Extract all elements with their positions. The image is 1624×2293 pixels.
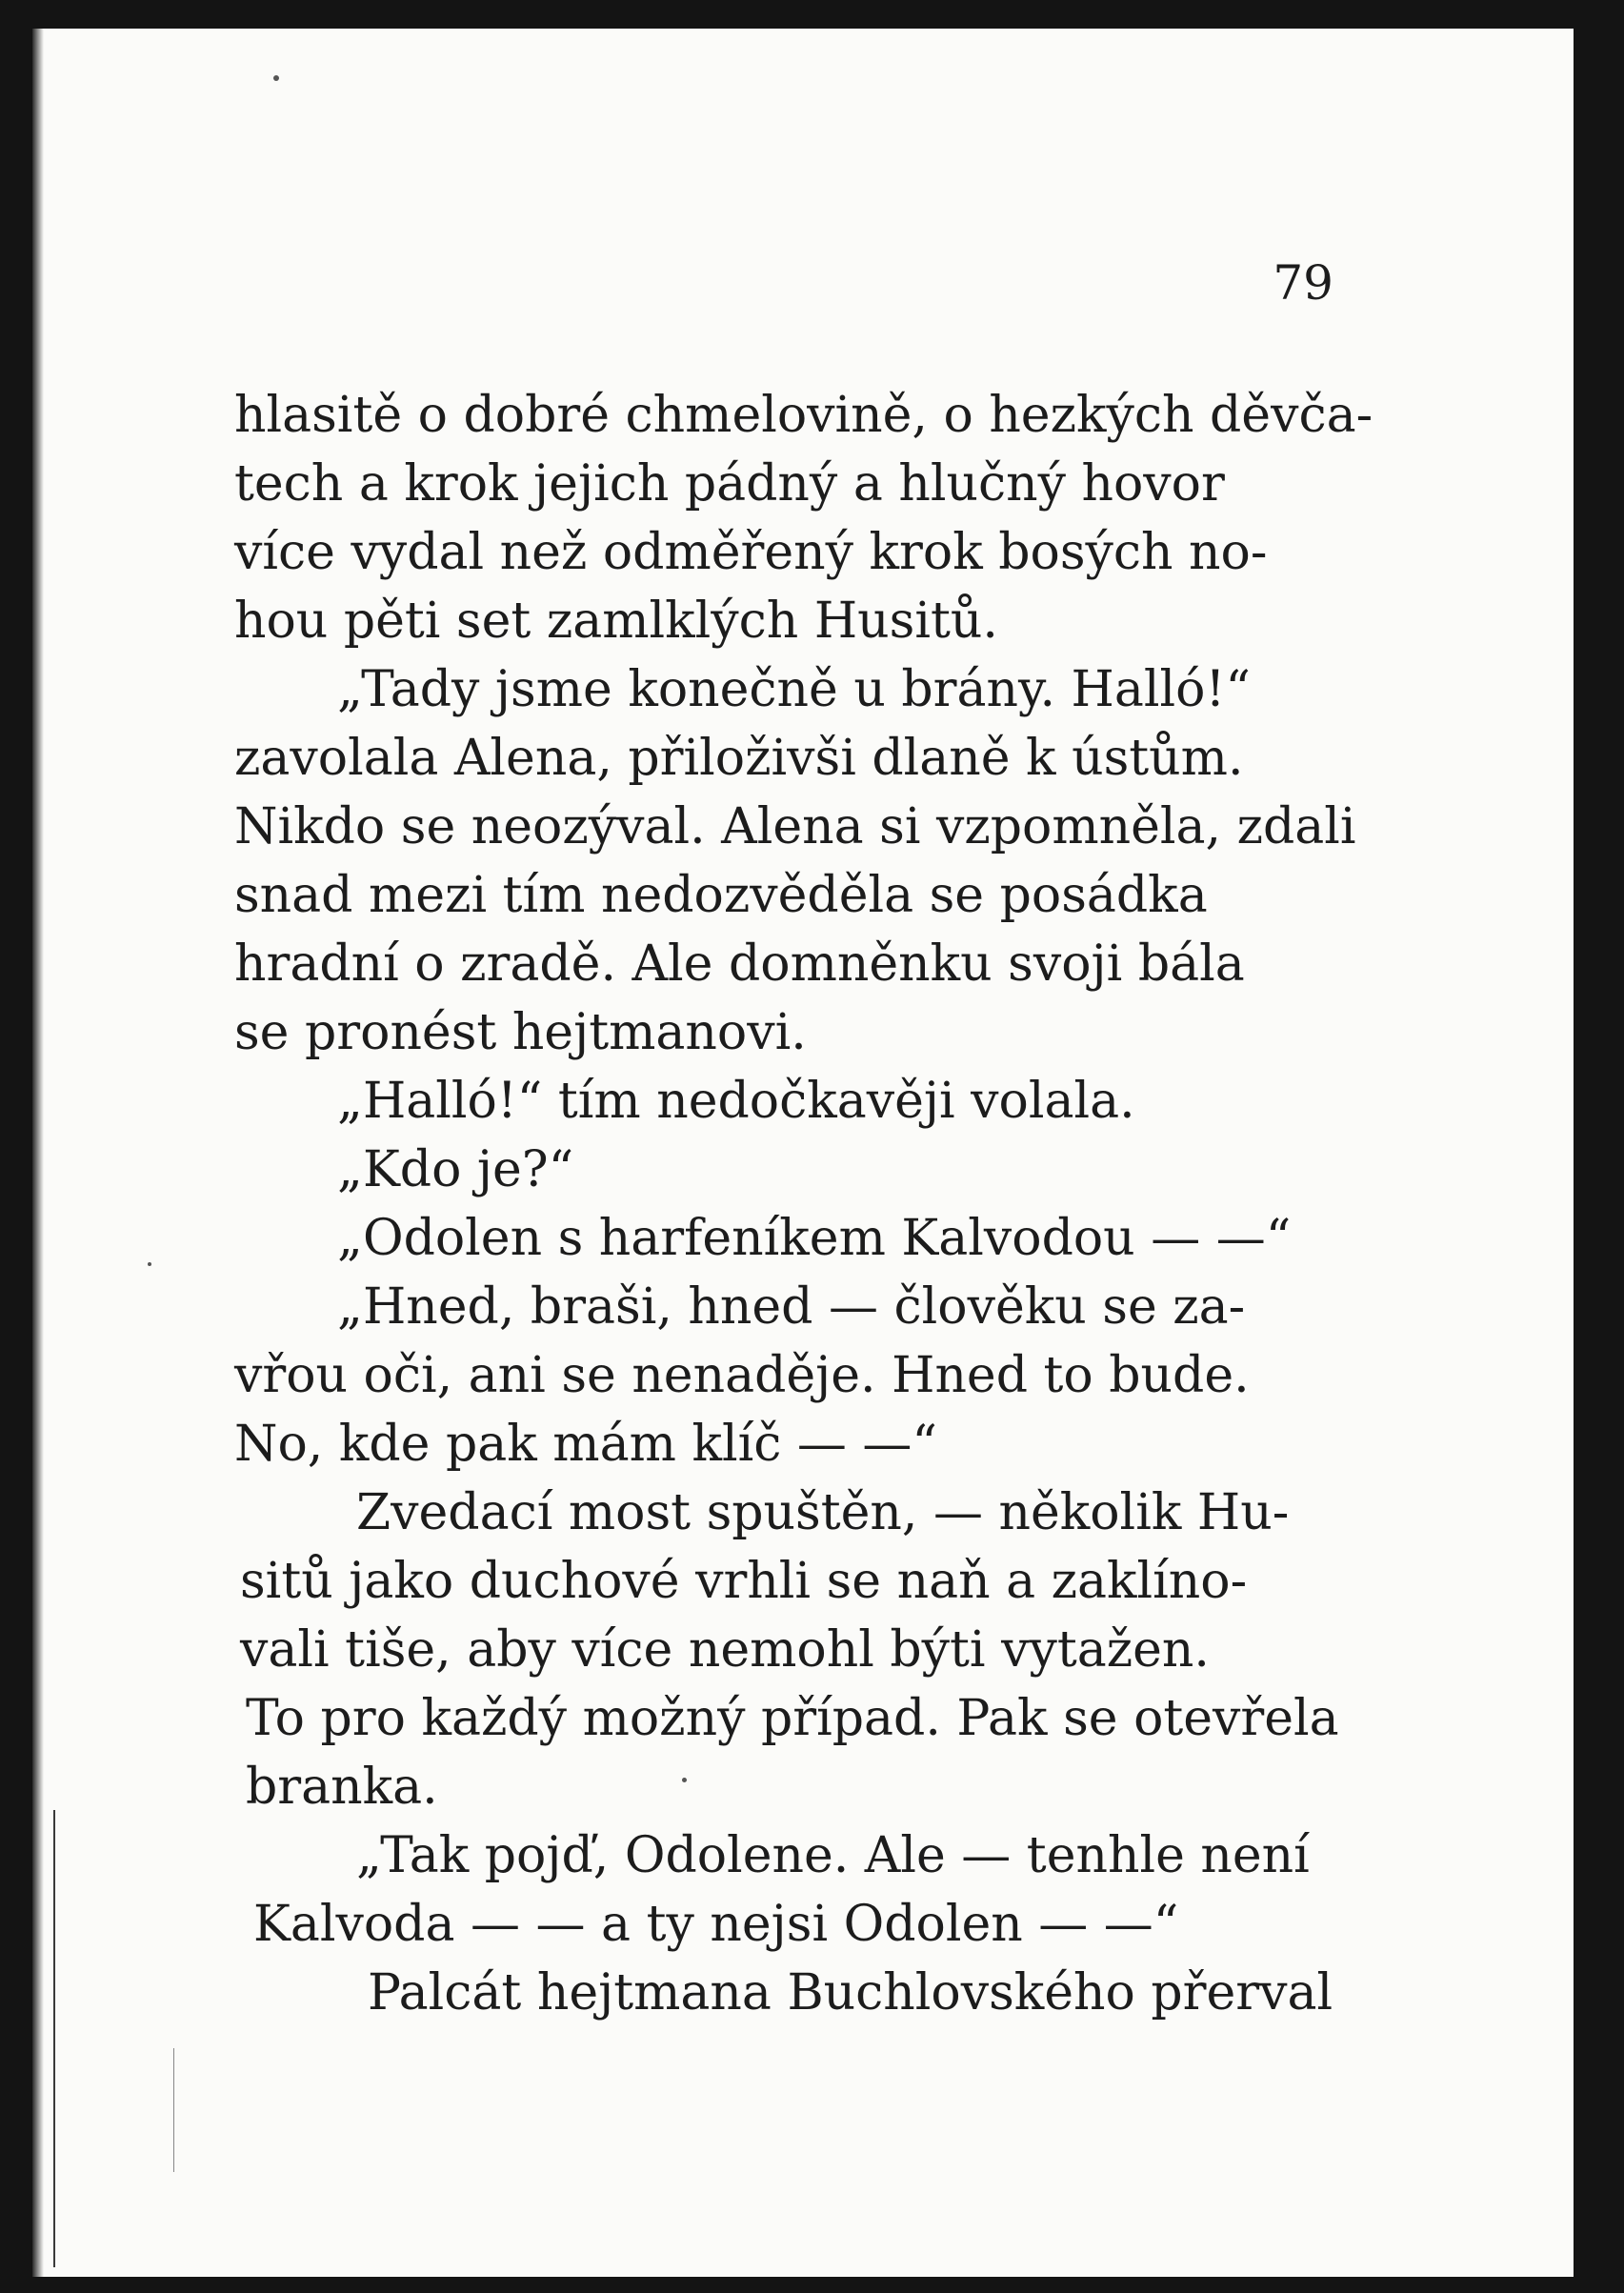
text-line: Zvedací most spuštěn, — několik Hu- [356,1484,1290,1541]
dust-speck [148,1262,151,1266]
text-line: Nikdo se neozýval. Alena si vzpomněla, zdali [234,798,1356,855]
dust-speck [682,1778,687,1782]
text-line: „Halló!“ tím nedočkavěji volala. [337,1073,1135,1130]
text-line: Kalvoda — — a ty nejsi Odolen — —“ [253,1896,1179,1953]
text-line: hou pěti set zamlklých Husitů. [234,593,998,650]
text-line: snad mezi tím nedozvěděla se posádka [234,867,1208,924]
left-tick-mark [173,2048,174,2172]
text-line: „Tady jsme konečně u brány. Halló!“ [337,661,1251,718]
dust-speck [273,75,279,81]
page-number: 79 [1273,255,1333,311]
text-line: vřou oči, ani se nenaděje. Hned to bude. [234,1347,1250,1404]
text-line: hlasitě o dobré chmelovině, o hezkých děvča- [234,387,1373,444]
text-line: tech a krok jejich pádný a hlučný hovor [234,455,1225,513]
text-line: hradní o zradě. Ale domněnku svoji bála [234,935,1245,993]
text-line: „Tak pojď, Odolene. Ale — tenhle není [356,1827,1310,1884]
text-line: „Hned, braši, hned — člověku se za- [337,1278,1246,1336]
text-line: více vydal než odměřený krok bosých no- [234,524,1268,581]
text-line: vali tiše, aby více nemohl býti vytažen. [240,1621,1210,1679]
text-line: branka. [246,1759,438,1816]
text-line: sitů jako duchové vrhli se naň a zaklíno- [240,1553,1248,1610]
text-line: se pronést hejtmanovi. [234,1004,807,1061]
text-line: zavolala Alena, přiloživši dlaně k ústům. [234,730,1244,787]
binding-shadow [32,29,44,2277]
text-line: „Odolen s harfeníkem Kalvodou — —“ [337,1210,1292,1267]
text-line: „Kdo je?“ [337,1141,574,1198]
text-line: No, kde pak mám klíč — —“ [234,1416,937,1473]
text-line: To pro každý možný případ. Pak se otevřela [246,1690,1339,1747]
left-crease-mark [53,1810,55,2267]
text-line: Palcát hejtmana Buchlovského přerval [368,1964,1333,2021]
